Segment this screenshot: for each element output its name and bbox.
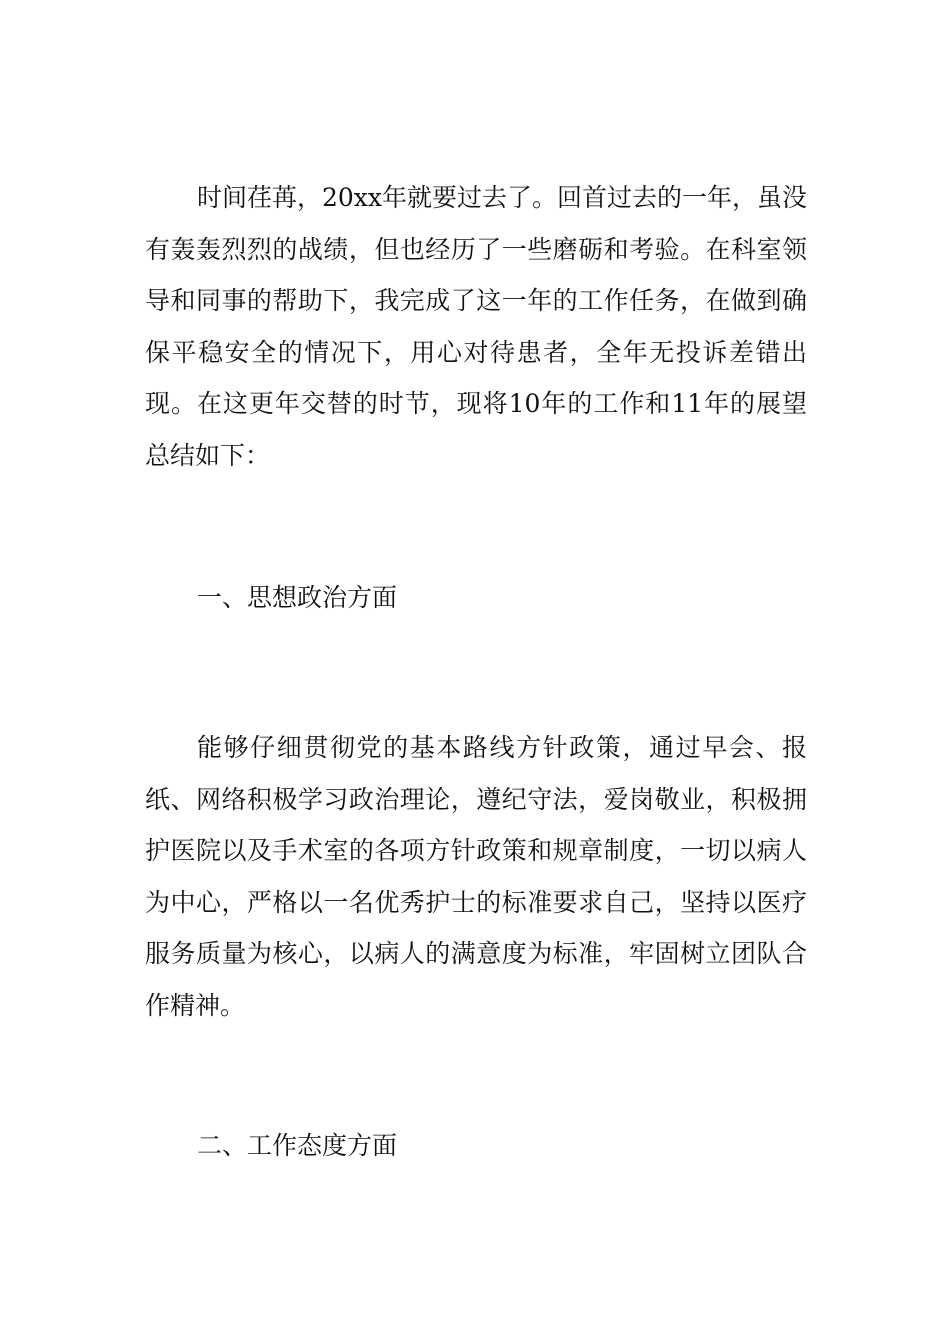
section-heading-attitude: 二、工作态度方面 — [197, 1131, 398, 1160]
political-paragraph: 能够仔细贯彻党的基本路线方针政策，通过早会、报纸、网络积极学习政治理论，遵纪守法，爱岗敬业，积极拥护医院以及手术室的各项方针政策和规章制度，一切以病人为中心，严格以一名优秀护士的标准要求自己，坚持以医疗服务质量为核心，以病人的满意度为标准，牢固树立团队合作精神。 — [145, 733, 807, 1020]
intro-paragraph: 时间荏苒，20xx年就要过去了。回首过去的一年，虽没有轰轰烈烈的战绩，但也经历了一些磨砺和考验。在科室领导和同事的帮助下，我完成了这一年的工作任务，在做到确保平稳安全的情况下，用心对待患者，全年无投诉差错出现。在这更年交替的时节，现将10年的工作和11年的展望总结如下： — [145, 183, 808, 470]
section-heading-political: 一、思想政治方面 — [197, 583, 398, 612]
